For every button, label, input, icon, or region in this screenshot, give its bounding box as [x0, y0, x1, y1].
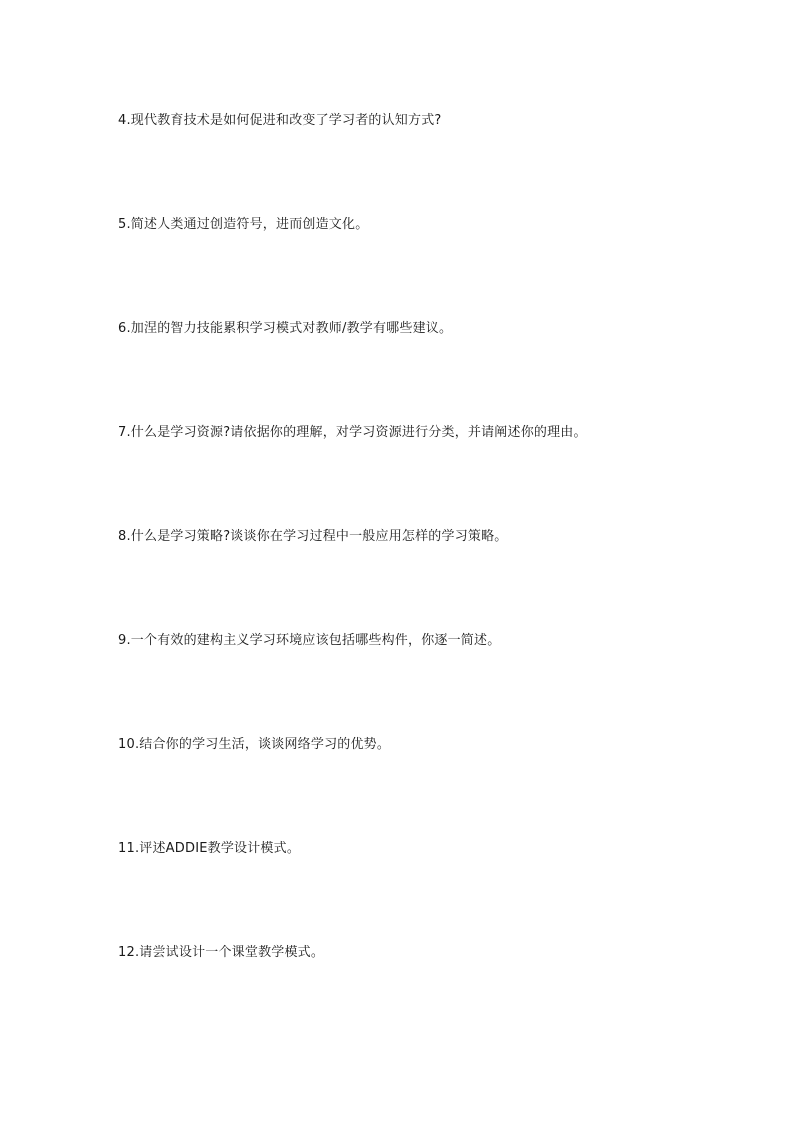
question-10: 10.结合你的学习生活，谈谈网络学习的优势。	[118, 737, 391, 752]
question-6: 6.加涅的智力技能累积学习模式对教师/教学有哪些建议。	[118, 321, 453, 336]
question-9: 9.一个有效的建构主义学习环境应该包括哪些构件，你逐一简述。	[118, 633, 501, 648]
question-7: 7.什么是学习资源?请依据你的理解，对学习资源进行分类，并请阐述你的理由。	[118, 425, 587, 440]
question-12: 12.请尝试设计一个课堂教学模式。	[118, 945, 325, 960]
question-5: 5.简述人类通过创造符号，进而创造文化。	[118, 217, 369, 232]
question-8: 8.什么是学习策略?谈谈你在学习过程中一般应用怎样的学习策略。	[118, 529, 508, 544]
question-11: 11.评述ADDIE教学设计模式。	[118, 841, 301, 856]
question-4: 4.现代教育技术是如何促进和改变了学习者的认知方式?	[118, 113, 442, 128]
